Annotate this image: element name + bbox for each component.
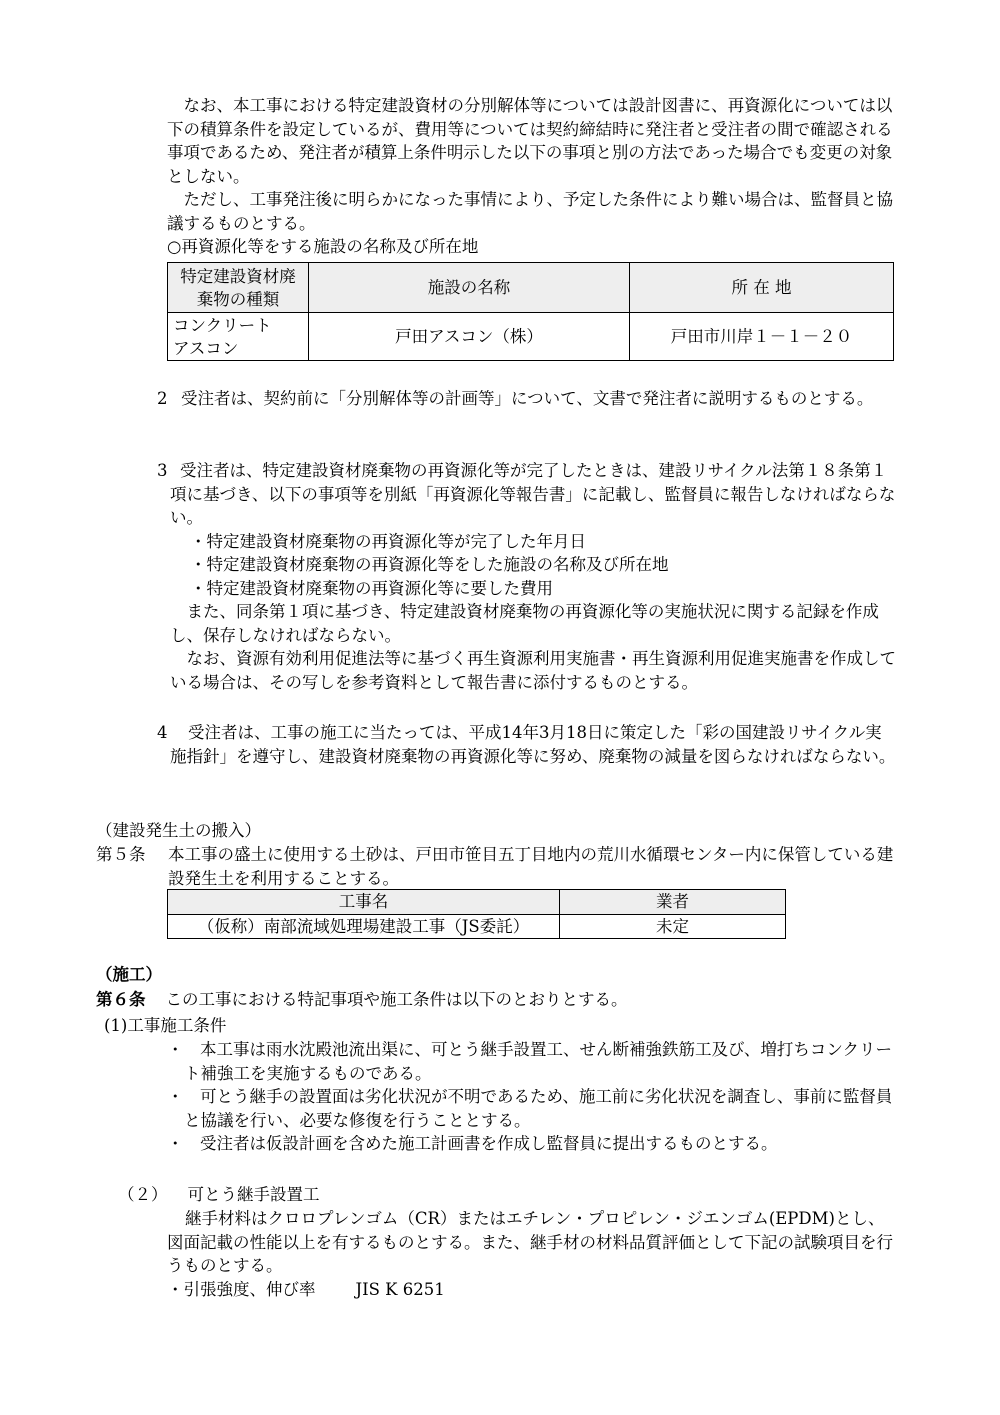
item-3-bullet-2: ・特定建設資材廃棄物の再資源化等をした施設の名称及び所在地 — [190, 555, 669, 574]
sub-2-body — [167, 1207, 895, 1301]
item-3-number: 3 — [157, 461, 168, 480]
facility-table-header-row — [168, 263, 894, 313]
item-4 — [157, 721, 897, 768]
article-5-heading: （建設発生土の搬入） — [96, 821, 261, 840]
bullet-dot-3: ・ — [167, 1134, 184, 1153]
item-4-number: 4 — [157, 723, 168, 742]
soil-table-row — [168, 914, 786, 939]
facility-heading: ○再資源化等をする施設の名称及び所在地 — [167, 237, 479, 256]
sub-1-bullet-1-text: 本工事は雨水沈殿池流出渠に、可とう継手設置工、せん断補強鉄筋工及び、増打ちコンクリート補強工を実施するものである。 — [184, 1040, 893, 1083]
sub-1-bullets — [167, 1038, 900, 1156]
facility-name-cell: 戸田アスコン（株） — [309, 313, 630, 361]
intro-section — [167, 94, 895, 259]
facility-table-header-location: 所 在 地 — [630, 263, 894, 313]
facility-type-line-2: アスコン — [173, 338, 239, 358]
facility-table-header-type: 特定建設資材廃棄物の種類 — [168, 263, 309, 313]
sub-1-bullet-2-text: 可とう継手の設置面は劣化状況が不明であるため、施工前に劣化状況を調査し、事前に監督員と協議を行い、必要な修復を行うこととする。 — [184, 1087, 893, 1130]
article-6-heading: （施工） — [96, 965, 162, 984]
soil-table-contractor-cell: 未定 — [560, 914, 786, 939]
soil-table-header-row — [168, 890, 786, 915]
item-2 — [157, 387, 899, 411]
sub-1-title: (1)工事施工条件 — [104, 1016, 227, 1035]
item-3-bullets — [157, 530, 897, 601]
item-3-bullet-3: ・特定建設資材廃棄物の再資源化等に要した費用 — [190, 578, 553, 598]
sub-2-title-line — [118, 1183, 320, 1207]
soil-table-project-cell: （仮称）南部流域処理場建設工事（JS委託） — [168, 914, 560, 939]
facility-location-cell: 戸田市川岸１－１－２０ — [630, 313, 894, 361]
sub-2-test-standard: JIS K 6251 — [355, 1279, 445, 1299]
sub-2-test-line — [167, 1278, 895, 1302]
item-2-text: 受注者は、契約前に「分別解体等の計画等」について、文書で発注者に説明するものとする。 — [181, 389, 874, 408]
facility-table-header-name: 施設の名称 — [309, 263, 630, 313]
bullet-dot-2: ・ — [167, 1087, 184, 1106]
sub-1-bullet-3 — [167, 1132, 900, 1156]
article-6 — [96, 988, 896, 1012]
article-5 — [96, 843, 896, 890]
intro-paragraph-1: なお、本工事における特定建設資材の分別解体等については設計図書に、再資源化については以下の積算条件を設定しているが、費用等については契約締結時に発注者と受注者の間で確認される事項であるため、発注者が積算上条件明示した以下の事項と別の方法であった場合でも変更の対象としない。 — [167, 96, 893, 186]
item-4-text: 受注者は、工事の施工に当たっては、平成14年3月18日に策定した「彩の国建設リサイクル実施指針」を遵守し、建設資材廃棄物の再資源化等に努め、廃棄物の減量を図らなければならない。 — [170, 723, 896, 766]
facility-type-line-1: コンクリート — [173, 315, 272, 335]
article-6-text: この工事における特記事項や施工条件は以下のとおりとする。 — [165, 990, 628, 1009]
facility-table — [167, 262, 894, 361]
item-2-number: 2 — [157, 389, 168, 408]
article-5-label: 第５条 — [96, 845, 146, 864]
bullet-dot-1: ・ — [167, 1040, 184, 1059]
intro-paragraph-2: ただし、工事発注後に明らかになった事情により、予定した条件により難い場合は、監督員と協議するものとする。 — [167, 190, 893, 233]
article-6-label: 第６条 — [96, 990, 146, 1009]
sub-2-number: （２） — [118, 1185, 168, 1204]
article-5-text: 本工事の盛土に使用する土砂は、戸田市笹目五丁目地内の荒川水循環センター内に保管している建設発生土を利用することする。 — [168, 845, 894, 888]
item-3 — [157, 459, 897, 694]
sub-2-text: 継手材料はクロロプレンゴム（CR）またはエチレン・プロピレン・ジエンゴム(EPDM)とし、図面記載の性能以上を有するものとする。また、継手材の材料品質評価として下記の試験項目を行うものとする。 — [167, 1209, 893, 1275]
facility-table-row — [168, 313, 894, 361]
sub-1-bullet-1 — [167, 1038, 900, 1085]
soil-table-header-contractor: 業者 — [560, 890, 786, 915]
item-3-bullet-1: ・特定建設資材廃棄物の再資源化等が完了した年月日 — [190, 531, 586, 551]
sub-1-bullet-3-text: 受注者は仮設計画を含めた施工計画書を作成し監督員に提出するものとする。 — [200, 1134, 778, 1153]
sub-2-title: 可とう継手設置工 — [187, 1185, 320, 1204]
item-3-paragraph-b: なお、資源有効利用促進法等に基づく再生資源利用実施書・再生資源利用促進実施書を作成している場合は、その写しを参考資料として報告書に添付するものとする。 — [170, 649, 896, 692]
soil-table-header-project: 工事名 — [168, 890, 560, 915]
sub-1-bullet-2 — [167, 1085, 900, 1132]
item-3-text: 受注者は、特定建設資材廃棄物の再資源化等が完了したときは、建設リサイクル法第１８条第１項に基づき、以下の事項等を別紙「再資源化等報告書」に記載し、監督員に報告しなければならない。 — [170, 461, 896, 527]
item-3-paragraph-a: また、同条第１項に基づき、特定建設資材廃棄物の再資源化等の実施状況に関する記録を作成し、保存しなければならない。 — [170, 602, 879, 645]
facility-type-cell — [168, 313, 309, 361]
sub-2-test-item: ・引張強度、伸び率 — [167, 1279, 316, 1299]
soil-table — [167, 889, 786, 939]
